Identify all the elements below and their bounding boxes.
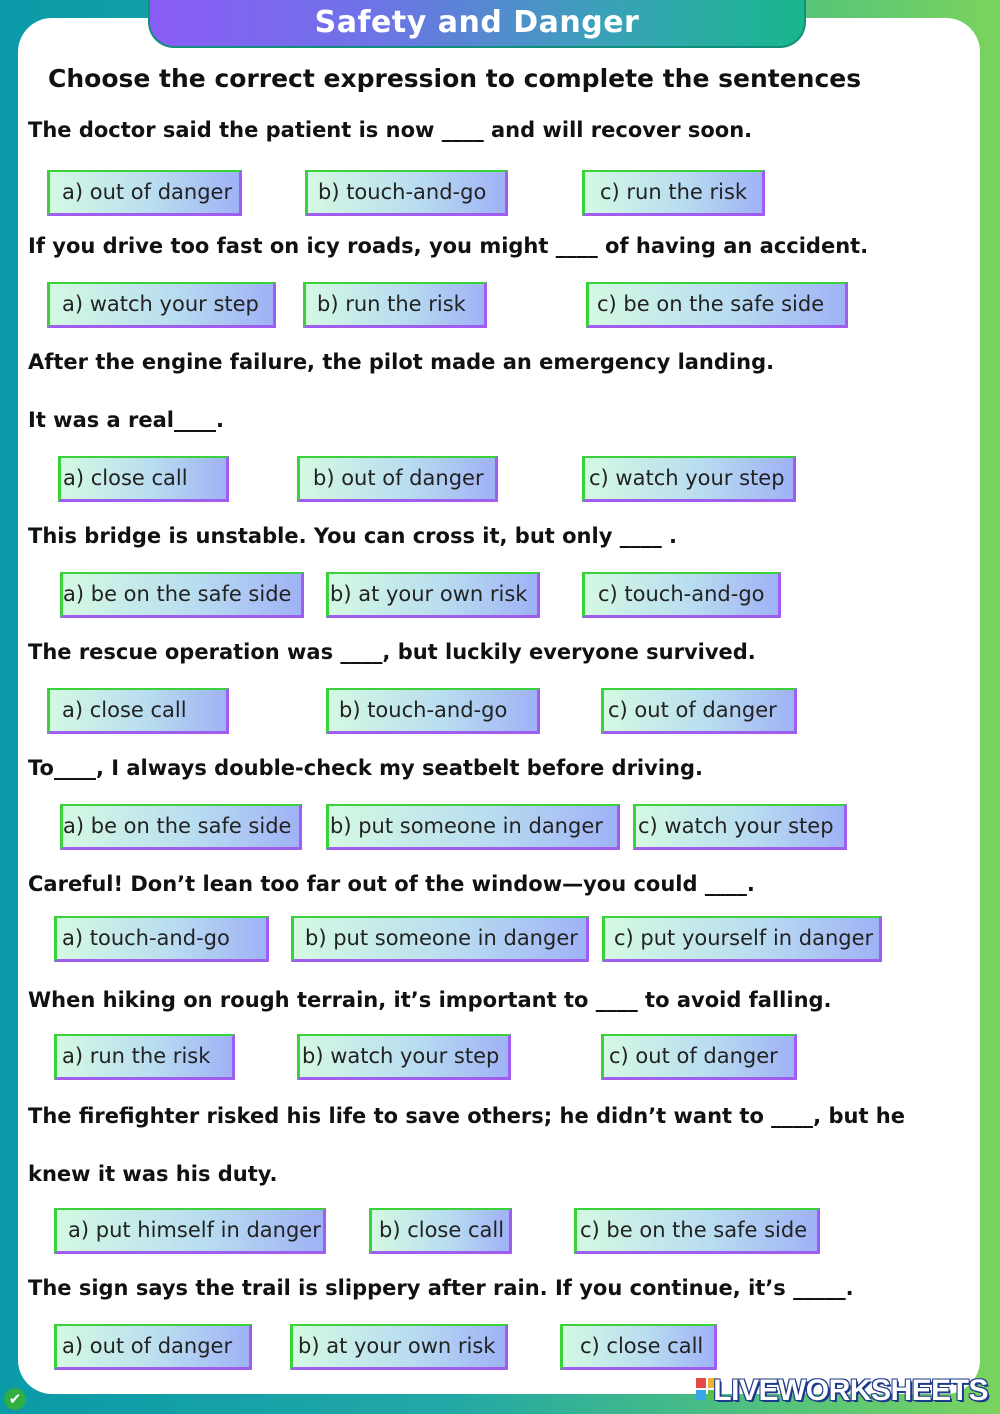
question-8-option-a[interactable]: a) run the risk <box>54 1034 235 1080</box>
question-8-option-c[interactable]: c) out of danger <box>601 1034 797 1080</box>
question-4-text: This bridge is unstable. You can cross it, but only ____ . <box>28 524 677 548</box>
question-9-option-b[interactable]: b) close call <box>369 1208 512 1254</box>
check-icon[interactable]: ✔ <box>4 1388 26 1410</box>
question-4-option-c[interactable]: c) touch-and-go <box>582 572 781 618</box>
question-7-text: Careful! Don’t lean too far out of the window—you could ____. <box>28 872 755 896</box>
question-2-option-c[interactable]: c) be on the safe side <box>586 282 848 328</box>
question-1-option-c[interactable]: c) run the risk <box>582 170 765 216</box>
instruction-text: Choose the correct expression to complete the sentences <box>48 64 862 93</box>
question-7-option-c[interactable]: c) put yourself in danger <box>602 916 882 962</box>
question-10-option-c[interactable]: c) close call <box>560 1324 717 1370</box>
question-2-option-a[interactable]: a) watch your step <box>47 282 276 328</box>
question-2-option-b[interactable]: b) run the risk <box>303 282 487 328</box>
question-9-text: The firefighter risked his life to save others; he didn’t want to ____, but he <box>28 1104 905 1128</box>
question-1-option-a[interactable]: a) out of danger <box>47 170 242 216</box>
question-8-text: When hiking on rough terrain, it’s important to ____ to avoid falling. <box>28 988 832 1012</box>
question-4-option-a[interactable]: a) be on the safe side <box>60 572 304 618</box>
question-6-option-b[interactable]: b) put someone in danger <box>326 804 620 850</box>
question-5-option-c[interactable]: c) out of danger <box>601 688 797 734</box>
question-9-option-c[interactable]: c) be on the safe side <box>574 1208 820 1254</box>
question-7-option-a[interactable]: a) touch-and-go <box>54 916 269 962</box>
question-4-option-b[interactable]: b) at your own risk <box>326 572 540 618</box>
question-6-text: To____, I always double-check my seatbelt before driving. <box>28 756 703 780</box>
question-7-option-b[interactable]: b) put someone in danger <box>291 916 589 962</box>
question-10-option-a[interactable]: a) out of danger <box>54 1324 252 1370</box>
question-3-text-cont: It was a real____. <box>28 408 224 432</box>
question-6-option-c[interactable]: c) watch your step <box>633 804 847 850</box>
question-10-text: The sign says the trail is slippery after rain. If you continue, it’s _____. <box>28 1276 854 1300</box>
question-6-option-a[interactable]: a) be on the safe side <box>60 804 302 850</box>
question-5-option-a[interactable]: a) close call <box>47 688 229 734</box>
question-10-option-b[interactable]: b) at your own risk <box>290 1324 508 1370</box>
question-2-text: If you drive too fast on icy roads, you might ____ of having an accident. <box>28 234 869 258</box>
question-9-option-a[interactable]: a) put himself in danger <box>54 1208 326 1254</box>
question-3-option-a[interactable]: a) close call <box>58 456 229 502</box>
question-3-option-b[interactable]: b) out of danger <box>297 456 498 502</box>
question-3-text: After the engine failure, the pilot made an emergency landing. <box>28 350 775 374</box>
question-3-option-c[interactable]: c) watch your step <box>582 456 796 502</box>
question-5-text: The rescue operation was ____, but luckily everyone survived. <box>28 640 756 664</box>
question-9-text-cont: knew it was his duty. <box>28 1162 278 1186</box>
question-8-option-b[interactable]: b) watch your step <box>297 1034 511 1080</box>
page-title: Safety and Danger <box>148 0 806 48</box>
question-1-option-b[interactable]: b) touch-and-go <box>305 170 508 216</box>
brand-logo[interactable]: LIVEWORKSHEETS <box>713 1374 988 1407</box>
question-1-text: The doctor said the patient is now ____ and will recover soon. <box>28 118 753 142</box>
question-5-option-b[interactable]: b) touch-and-go <box>326 688 540 734</box>
